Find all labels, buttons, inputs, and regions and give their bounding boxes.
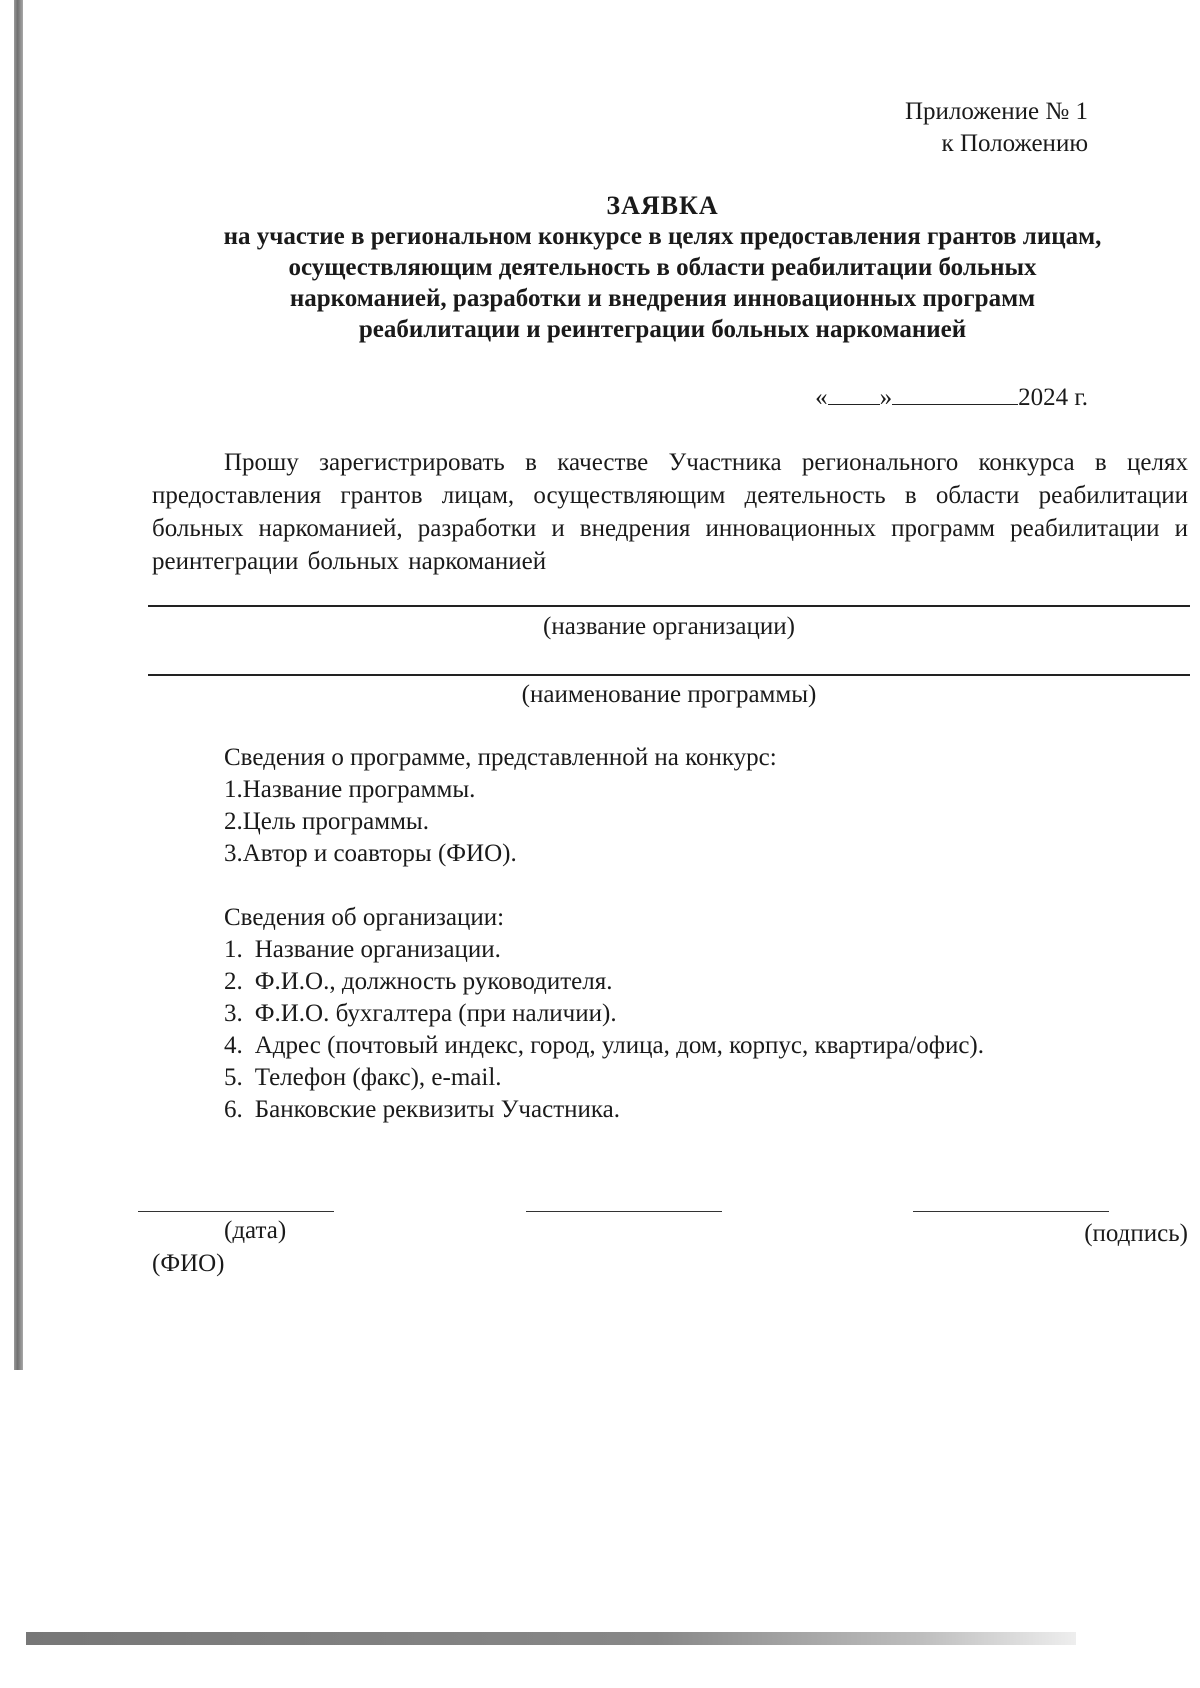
list-item-text: Ф.И.О., должность руководителя. <box>254 968 613 995</box>
scan-edge-bottom <box>26 1632 1076 1645</box>
document-title <box>140 190 1185 345</box>
scan-edge-left <box>14 0 23 1370</box>
appendix-reference: к Положению <box>941 130 1088 157</box>
title-line-3: наркоманией, разработки и внедрения инновационных программ <box>289 285 1036 312</box>
signature-line <box>913 1211 1109 1212</box>
title-line-1: на участие в региональном конкурсе в целях предоставления грантов лицам, <box>223 223 1102 250</box>
request-paragraph: Прошу зарегистрировать в качестве Участника регионального конкурса в целях предоставления грантов лицам, осуществляющим деятельность в области реабилитации больных наркоманией, разработки и внедрения инновационных программ реабилитации и реинтеграции больных наркоманией <box>152 449 1188 575</box>
program-info-list <box>224 774 777 870</box>
list-item-text: Адрес (почтовый индекс, город, улица, дом, корпус, квартира/офис). <box>254 1032 984 1059</box>
signature-caption: (подпись) <box>1084 1220 1188 1247</box>
organization-caption: (название организации) <box>543 613 795 640</box>
organization-fill-line <box>148 605 1190 607</box>
date-year: 2024 г. <box>1018 384 1088 411</box>
title-line-4: реабилитации и реинтеграции больных наркоманией <box>358 316 967 343</box>
list-item-text: Телефон (факс), e-mail. <box>254 1064 502 1091</box>
list-item: 2.Цель программы. <box>224 808 429 835</box>
org-info-list <box>224 934 984 1126</box>
program-info-section <box>224 742 777 870</box>
list-item-number: 6. <box>224 1096 243 1123</box>
list-item: 3.Автор и соавторы (ФИО). <box>224 840 517 867</box>
list-item-number: 4. <box>224 1032 243 1059</box>
day-blank <box>828 382 880 405</box>
org-info-heading: Сведения об организации: <box>224 904 505 931</box>
list-item <box>224 1062 984 1094</box>
list-item-number: 1. <box>224 936 243 963</box>
title-line-2: осуществляющим деятельность в области реабилитации больных <box>288 254 1037 281</box>
fio-label: (ФИО) <box>152 1250 225 1277</box>
date-signature-line <box>138 1211 334 1212</box>
list-item-number: 2. <box>224 968 243 995</box>
list-item <box>224 966 984 998</box>
list-item <box>224 934 984 966</box>
org-info-section <box>224 902 984 1126</box>
list-item-text: Ф.И.О. бухгалтера (при наличии). <box>254 1000 617 1027</box>
title-main: ЗАЯВКА <box>606 191 719 220</box>
list-item <box>224 1030 984 1062</box>
date-open-quote: « <box>815 384 828 411</box>
list-item-number: 3. <box>224 1000 243 1027</box>
date-line <box>815 382 1088 414</box>
list-item-number: 5. <box>224 1064 243 1091</box>
program-info-heading: Сведения о программе, представленной на конкурс: <box>224 744 777 771</box>
list-item-text: Название организации. <box>254 936 501 963</box>
program-fill-line <box>148 674 1190 676</box>
date-close-quote: » <box>879 384 893 411</box>
appendix-number: Приложение № 1 <box>904 98 1088 125</box>
month-blank <box>892 382 1018 405</box>
date-label: (дата) <box>224 1217 287 1244</box>
list-item <box>224 998 984 1030</box>
appendix-header <box>905 96 1088 160</box>
program-caption: (наименование программы) <box>521 681 817 708</box>
list-item <box>224 1094 984 1126</box>
list-item-text: Банковские реквизиты Участника. <box>254 1096 620 1123</box>
fio-signature-line <box>526 1211 722 1212</box>
list-item: 1.Название программы. <box>224 776 476 803</box>
